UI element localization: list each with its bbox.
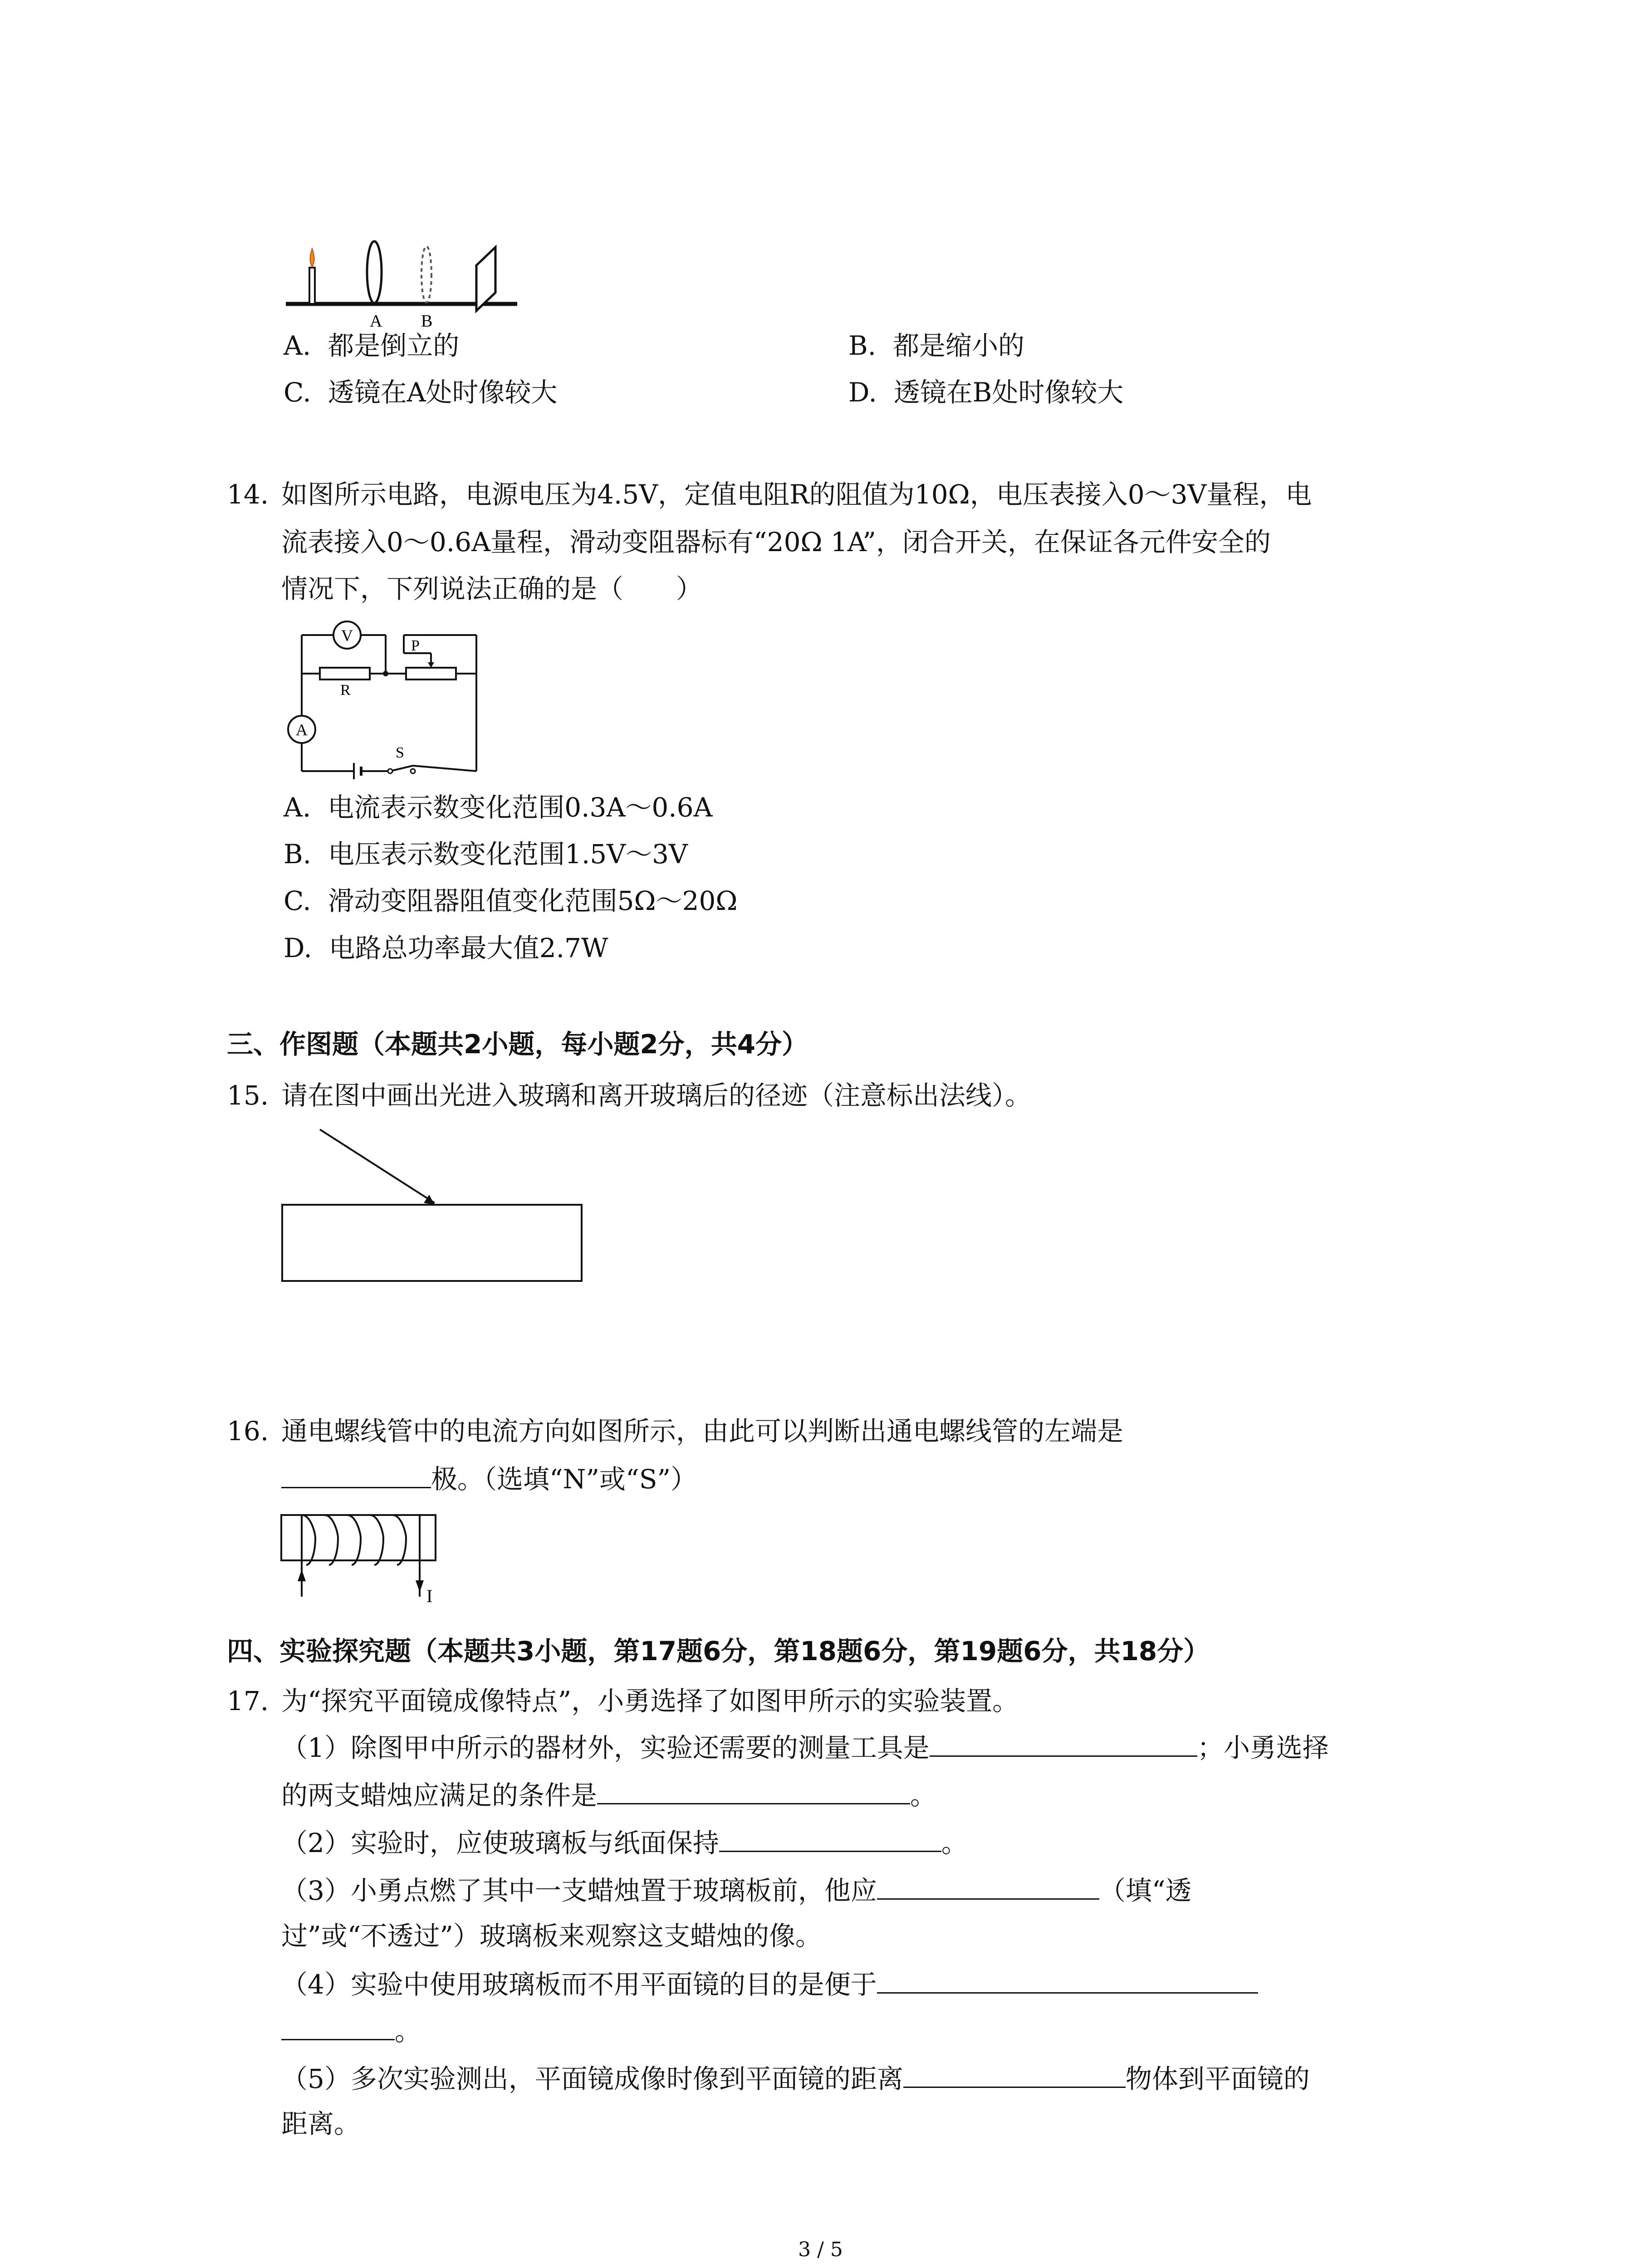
- voltmeter-label: V: [341, 626, 353, 645]
- q17-p5-b: 物体到平面镜的: [1125, 2063, 1310, 2094]
- switch-label: S: [396, 744, 404, 761]
- q15-text: 请在图中画出光进入玻璃和离开玻璃后的径迹（注意标出法线）。: [281, 1080, 1032, 1111]
- q17-part-1-line-1: [281, 1728, 1329, 1766]
- answer-blank[interactable]: [597, 1776, 910, 1804]
- section-4-title: 四、实验探究题（本题共3小题，第17题6分，第18题6分，第19题6分，共18分）: [227, 1636, 1210, 1667]
- q17-part-4-line-1: [281, 1965, 1258, 2003]
- ammeter-label: A: [296, 721, 308, 739]
- answer-blank[interactable]: [903, 2059, 1126, 2088]
- q14-number: 14.: [227, 479, 269, 510]
- option-text: 电压表示数变化范围1.5V～3V: [328, 839, 688, 870]
- solenoid-diagram: [272, 1506, 472, 1624]
- q17-part-2: [281, 1823, 968, 1861]
- option-letter: B.: [284, 839, 312, 870]
- option-text: 电流表示数变化范围0.3A～0.6A: [328, 792, 713, 823]
- q16-line-2: [281, 1460, 697, 1497]
- option-letter: C.: [284, 885, 311, 916]
- answer-blank[interactable]: [281, 1460, 431, 1488]
- q17-p1-a: （1）除图甲中所示的器材外，实验还需要的测量工具是: [281, 1732, 930, 1763]
- answer-blank[interactable]: [281, 2012, 395, 2040]
- option-text: 都是倒立的: [328, 330, 460, 361]
- q17-p1-d: 。: [910, 1780, 937, 1811]
- q15-number: 15.: [227, 1080, 269, 1111]
- q13-option-d: [848, 374, 1123, 411]
- option-text: 电路总功率最大值2.7W: [328, 933, 608, 963]
- q17-part-1-line-2: [281, 1776, 936, 1813]
- q17-p2-a: （2）实验时，应使玻璃板与纸面保持: [281, 1828, 719, 1858]
- option-text: 透镜在A处时像较大: [328, 377, 558, 408]
- option-letter: C.: [284, 377, 311, 408]
- q17-p3-a: （3）小勇点燃了其中一支蜡烛置于玻璃板前，他应: [281, 1875, 877, 1906]
- option-text: 都是缩小的: [892, 330, 1024, 361]
- current-label: I: [426, 1586, 433, 1606]
- q14-option-c: [284, 883, 738, 919]
- q14-option-a: [284, 789, 712, 826]
- q16-number: 16.: [227, 1416, 269, 1447]
- q17-p2-b: 。: [941, 1828, 968, 1858]
- option-letter: A.: [284, 792, 311, 823]
- q17-p4-b: 。: [395, 2016, 421, 2047]
- label-a: A: [370, 312, 382, 331]
- answer-blank[interactable]: [877, 1965, 1258, 1994]
- q14-line-1: 如图所示电路，电源电压为4.5V，定值电阻R的阻值为10Ω，电压表接入0～3V量程，电: [281, 479, 1312, 510]
- q17-part-4-line-2: [281, 2012, 421, 2049]
- q13-option-b: [848, 327, 1024, 364]
- q14-line-3: 情况下，下列说法正确的是（ ）: [281, 573, 703, 604]
- section-3-title: 三、作图题（本题共2小题，每小题2分，共4分）: [227, 1029, 808, 1060]
- q13-option-c: [284, 374, 558, 411]
- q14-line-2: 流表接入0～0.6A量程，滑动变阻器标有“20Ω 1A”，闭合开关，在保证各元件安全的: [281, 527, 1271, 557]
- q17-p4-a: （4）实验中使用玻璃板而不用平面镜的目的是便于: [281, 1969, 877, 2000]
- answer-blank[interactable]: [930, 1728, 1197, 1757]
- q17-p1-b: ；小勇选择: [1197, 1732, 1329, 1763]
- q16-line-2-text: 极。（选填“N”或“S”）: [431, 1464, 697, 1495]
- option-letter: D.: [848, 377, 877, 408]
- q17-part-3-line-2: 过”或“不透过”）玻璃板来观察这支蜡烛的像。: [281, 1921, 822, 1951]
- slider-label: P: [411, 637, 420, 654]
- q17-p3-b: （填“透: [1099, 1875, 1192, 1906]
- circuit-diagram: [277, 617, 485, 780]
- q13-option-a: [284, 327, 459, 364]
- resistor-label: R: [340, 682, 351, 699]
- glass-block-diagram: [272, 1125, 599, 1288]
- option-letter: A.: [284, 330, 311, 361]
- option-text: 透镜在B处时像较大: [893, 377, 1124, 408]
- q17-part-5-line-2: 距离。: [281, 2108, 361, 2139]
- q17-stem: 为“探究平面镜成像特点”，小勇选择了如图甲所示的实验装置。: [281, 1686, 1019, 1716]
- q17-part-3-line-1: [281, 1871, 1192, 1909]
- label-b: B: [421, 312, 433, 331]
- q14-option-d: [284, 930, 608, 966]
- option-letter: B.: [848, 330, 877, 361]
- q17-part-5-line-1: [281, 2059, 1310, 2097]
- q14-option-b: [284, 836, 688, 872]
- q17-p5-a: （5）多次实验测出，平面镜成像时像到平面镜的距离: [281, 2063, 903, 2094]
- q16-line-1: 通电螺线管中的电流方向如图所示，由此可以判断出通电螺线管的左端是: [281, 1416, 1124, 1447]
- page-number: 3 / 5: [798, 2238, 843, 2261]
- q17-number: 17.: [227, 1686, 269, 1716]
- option-text: 滑动变阻器阻值变化范围5Ω～20Ω: [328, 885, 738, 916]
- answer-blank[interactable]: [877, 1871, 1099, 1900]
- answer-blank[interactable]: [719, 1823, 941, 1852]
- lens-bench-diagram: [281, 218, 535, 336]
- option-letter: D.: [284, 933, 312, 963]
- q17-p1-c: 的两支蜡烛应满足的条件是: [281, 1780, 598, 1811]
